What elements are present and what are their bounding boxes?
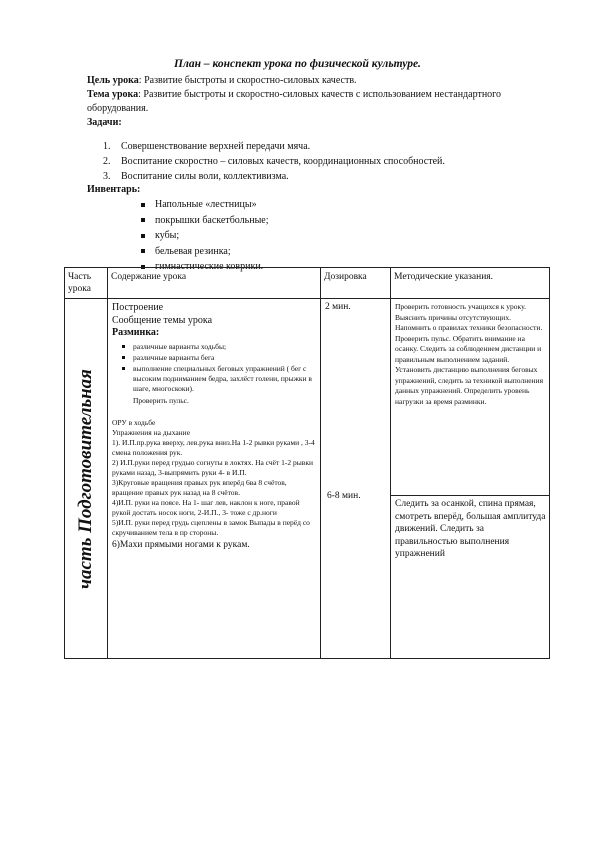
theme-label: Тема урока — [87, 89, 139, 100]
method-text: Следить за осанкой, спина прямая, смотреть вперёд, большая амплитуда движений. Следить за правильностью выполнения упражнений — [395, 499, 546, 559]
content-line: Сообщение темы урока — [112, 314, 213, 326]
bullet-icon — [141, 249, 145, 253]
dose-cell — [321, 299, 391, 659]
lesson-part-cell — [65, 299, 108, 659]
bullet-icon — [141, 218, 145, 222]
theme-text: : Развитие быстроты и скоростно-силовых качеств с использованием нестандартного оборудования. — [87, 89, 502, 114]
document-title: План – конспект урока по физической культуре. — [174, 58, 421, 70]
lesson-plan-table — [64, 267, 550, 659]
content-line: Построение — [112, 302, 164, 313]
pulse-note: Проверить пульс. — [133, 395, 189, 405]
inventory-item: Напольные «лестницы» — [141, 197, 269, 213]
task-item: 1. Совершенствование верхней передачи мяча. — [103, 141, 311, 152]
inventory-item: бельевая резинка; — [141, 244, 269, 260]
bullet-icon — [122, 367, 125, 370]
lesson-goal — [87, 74, 527, 88]
warmup-item: выполнение специальных беговых упражнений ( бег с высоким подниманием бедра, захлёст голени, прыжки в шаге, многоскоки). — [112, 364, 316, 394]
method-text: Проверить готовность учащихся к уроку. Выяснить причины отсутствующих. Напомнить о правилах техники безопасности. Проверить пульс. Обратить внимание на осанку. Следить за соблюдением дистанции и правильным выполнением заданий. Установить дистанцию выполнения беговых упражнений, следить за техникой выполнения данных упражнений. Определить уровень нагрузки за время разминки. — [395, 302, 544, 406]
table-header-row — [65, 268, 550, 299]
warmup-item: различные варианты ходьбы; — [112, 342, 316, 352]
task-item: 2. Воспитание скоростно – силовых качеств, координационных способностей. — [103, 156, 445, 167]
header-part: Часть урока — [65, 268, 108, 299]
bullet-icon — [141, 203, 145, 207]
task-item: 3. Воспитание силы воли, коллективизма. — [103, 171, 289, 182]
content-cell — [108, 299, 321, 659]
bullet-icon — [122, 345, 125, 348]
exercise-item: 4)И.П. руки на поясе. На 1- шаг лев, наклон к ноге, правой рукой достать носок ноги, 2-И.П., 3- тоже с др.ноги — [112, 497, 300, 517]
warmup-list — [112, 342, 316, 394]
inventory-item: гимнастические коврики. — [141, 259, 269, 275]
inventory-list — [141, 197, 269, 275]
lesson-part-label: часть Подготовительная — [75, 368, 96, 589]
warmup-item: различные варианты бега — [112, 353, 316, 363]
exercise-item: 1). И.П.пр.рука вверху, лев.рука вниз.На 1-2 рывки руками , 3-4 смена положения рук. — [112, 437, 315, 457]
header-content: Содержание урока — [108, 268, 321, 299]
goal-label: Цель урока — [87, 75, 139, 86]
lesson-theme — [87, 88, 527, 116]
header-method: Методические указания. — [391, 268, 550, 299]
dose-value: 6-8 мин. — [327, 491, 361, 501]
tasks-list — [103, 139, 445, 184]
exercise-item: 3)Круговые вращения правых рук вперёд 6ва 8 счётов, вращение правых рук назад на 8 счётов. — [112, 477, 287, 497]
exercises-title: Упражнения на дыхание — [112, 427, 191, 437]
oru-title: ОРУ в ходьбе — [112, 417, 156, 427]
cell-divider — [391, 495, 549, 496]
lesson-header — [87, 74, 527, 130]
dose-value: 2 мин. — [325, 302, 351, 312]
exercise-item: 6)Махи прямыми ногами к рукам. — [112, 539, 250, 550]
method-cell — [391, 299, 550, 659]
bullet-icon — [122, 356, 125, 359]
exercise-item: 2) И.П.руки перед грудью согнуты в локтях. На счёт 1-2 рывки руками назад, 3-выпрямить руки 4- в И.П. — [112, 457, 313, 477]
inventory-item: кубы; — [141, 228, 269, 244]
inventory-item: покрышки баскетбольные; — [141, 213, 269, 229]
warmup-label: Разминка: — [112, 327, 160, 338]
tasks-label: Задачи: — [87, 117, 122, 128]
bullet-icon — [141, 234, 145, 238]
inventory-label: Инвентарь: — [87, 184, 141, 195]
goal-text: : Развитие быстроты и скоростно-силовых качеств. — [138, 75, 357, 86]
table-row — [65, 299, 550, 659]
header-dose: Дозировка — [321, 268, 391, 299]
exercise-item: 5)И.П. руки перед грудь сцеплены в замок Выпады в перёд со скручиванием тела в пр стороны. — [112, 517, 310, 537]
